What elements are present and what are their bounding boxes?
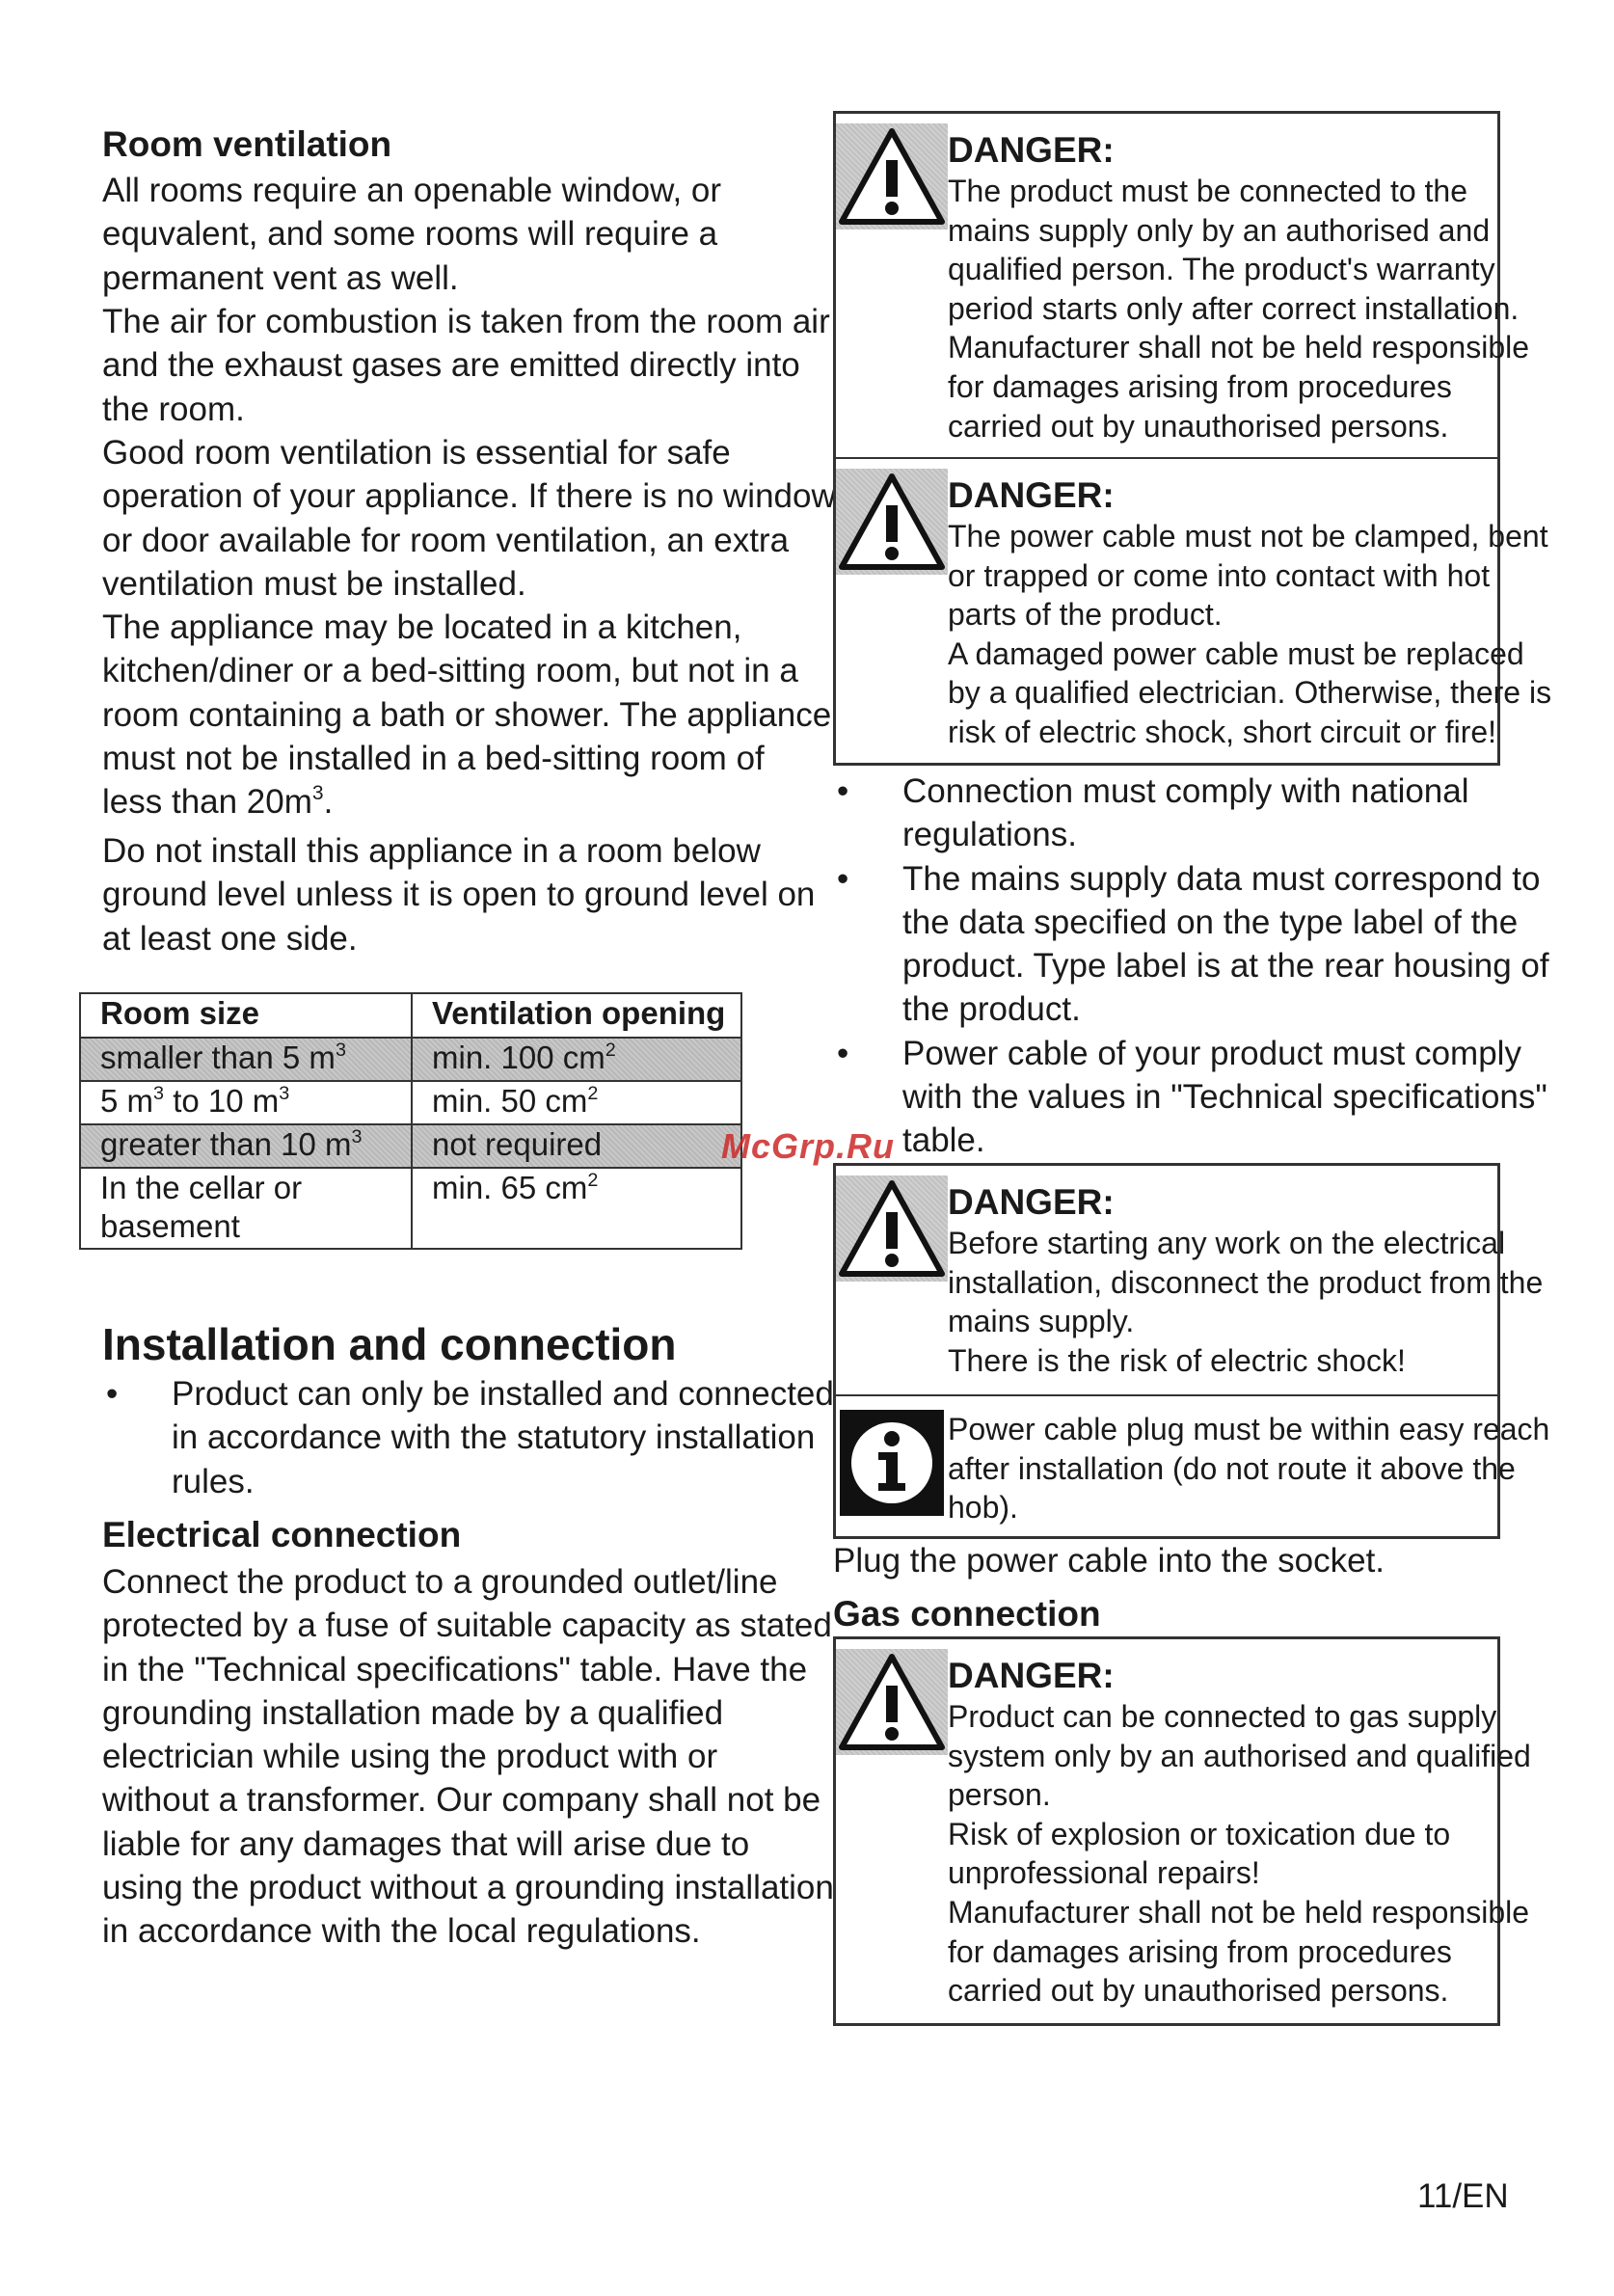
text-fragment: . [323,783,334,822]
text-line: rules. [172,1462,255,1500]
text-line: Power cable plug must be within easy reach [948,1412,1550,1446]
text-line: the data specified on the type label of the [902,903,1519,941]
danger-text [948,172,1530,446]
table-row [80,1124,741,1168]
text-line: kitchen/diner or a bed-sitting room, but not in a [102,652,798,690]
table-header-row [80,993,741,1038]
superscript: 2 [587,1170,599,1192]
text-line: Do not install this appliance in a room below [102,832,761,870]
danger-box-gas [833,1636,1531,2026]
text-line: electrician while using the product with or [102,1738,718,1776]
superscript: 3 [335,1040,346,1062]
text-line: Manufacturer shall not be held responsible [948,330,1530,365]
header-room-size: Room size [80,993,412,1038]
danger-title: DANGER: [948,1656,1115,1695]
text-line: or door available for room ventilation, an extra [102,521,790,559]
danger-text [948,1697,1531,2011]
cell-ventilation-opening [412,1168,741,1249]
superscript: 2 [605,1040,616,1062]
danger-text [948,1224,1544,1380]
watermark: McGrp.Ru [721,1126,896,1166]
danger-section-disconnect [836,1166,1544,1394]
text-line: liable for any damages that will arise due to [102,1824,750,1863]
superscript: 3 [153,1083,165,1105]
warning-triangle-icon [836,123,948,230]
header-ventilation-opening: Ventilation opening [412,993,741,1038]
installation-bullets [102,1372,834,1503]
warning-triangle-icon [836,469,948,575]
room-ventilation-paragraph-2 [102,300,830,431]
danger-title: DANGER: [948,130,1115,170]
cell-ventilation-opening [412,1081,741,1124]
text-line: at least one side. [102,919,358,958]
text-line: for damages arising from procedures [948,368,1452,404]
text-line: the product. [902,990,1081,1029]
text-line: carried out by unauthorised persons. [948,1973,1449,2009]
superscript: 3 [279,1083,290,1105]
text-line: using the product without a grounding installation [102,1869,834,1907]
table-row [80,1081,741,1124]
text-line: mains supply only by an authorised and [948,212,1491,248]
text-line: product. Type label is at the rear housing of [902,947,1549,986]
text-line: system only by an authorised and qualified [948,1738,1531,1773]
text-line: and the exhaust gases are emitted directly into [102,346,800,385]
danger-section-authorised [836,114,1530,457]
list-item [102,1372,834,1503]
info-icon [836,1410,948,1516]
room-ventilation-paragraph-1 [102,169,721,300]
text-fragment: greater than 10 m [100,1126,352,1162]
text-line: Risk of explosion or toxication due to [948,1816,1451,1851]
warning-triangle-icon [836,1175,948,1282]
room-ventilation-paragraph-3 [102,431,836,606]
text-line: installation, disconnect the product from the [948,1264,1544,1300]
danger-section-gas [836,1639,1531,2023]
text-line: grounding installation made by a qualified [102,1693,724,1732]
danger-title: DANGER: [948,1182,1115,1222]
plug-instruction: Plug the power cable into the socket. [833,1542,1385,1580]
text-line: unprofessional repairs! [948,1855,1260,1891]
text-line: operation of your appliance. If there is no window [102,477,836,516]
text-line: The appliance may be located in a kitchen, [102,608,742,646]
cell-ventilation-opening: not required [412,1124,741,1168]
text-line: in the "Technical specifications" table. Have the [102,1650,808,1688]
text-line: period starts only after correct installation. [948,290,1520,326]
text-line: • Power cable of your product must comply [902,1034,1521,1072]
cell-room-size [80,1168,412,1249]
danger-title: DANGER: [948,475,1115,515]
info-text [948,1410,1550,1527]
danger-box-power-supply [833,111,1552,766]
text-fragment: smaller than 5 m [100,1040,336,1075]
text-line: permanent vent as well. [102,258,459,297]
warning-triangle-icon [836,1649,948,1755]
text-line: There is the risk of electric shock! [948,1342,1406,1378]
text-line: In the cellar or [100,1170,303,1205]
text-line: in accordance with the statutory installation [172,1418,816,1457]
text-fragment: min. 65 cm [432,1170,588,1205]
text-line: The power cable must not be clamped, bent [948,519,1548,554]
text-line: qualified person. The product's warranty [948,252,1495,287]
text-line: for damages arising from procedures [948,1933,1452,1969]
text-line: table. [902,1121,985,1160]
text-fragment: min. 50 cm [432,1083,588,1119]
room-ventilation-paragraph-4 [102,606,831,824]
text-line: Before starting any work on the electrical [948,1226,1506,1260]
gas-connection-heading: Gas connection [833,1594,1101,1634]
danger-text [948,517,1552,752]
text-line: must not be installed in a bed-sitting room of [102,739,765,777]
room-ventilation-heading: Room ventilation [102,124,392,164]
text-line: The air for combustion is taken from the room air [102,303,830,340]
text-line: person. [948,1777,1051,1813]
text-line: ventilation must be installed. [102,564,526,603]
text-fragment: min. 100 cm [432,1040,605,1075]
text-fragment: 5 m [100,1083,154,1119]
list-item [833,770,1527,857]
text-line: hob). [948,1490,1018,1526]
text-line: regulations. [902,816,1077,854]
text-line: by a qualified electrician. Otherwise, there is [948,675,1552,711]
text-line: Product can be connected to gas supply [948,1699,1497,1734]
superscript: 3 [351,1126,363,1148]
page-number: 11/EN [1417,2177,1509,2215]
text-line: after installation (do not route it above the [948,1450,1516,1486]
text-line [102,780,831,824]
text-line: All rooms require an openable window, or [102,172,722,209]
connection-bullets [833,770,1549,1163]
text-line: The product must be connected to the [948,174,1467,208]
cell-room-size [80,1081,412,1124]
text-line: • Product can only be installed and connected [172,1375,834,1413]
text-line: in accordance with the local regulations. [102,1912,701,1951]
text-line: the room. [102,390,245,428]
electrical-connection-heading: Electrical connection [102,1515,462,1554]
table-row [80,1038,741,1081]
info-section-plug [836,1394,1550,1536]
text-line: Good room ventilation is essential for safe [102,434,731,472]
text-fragment: less than 20m [102,783,312,822]
list-item [833,857,1549,1032]
text-line: room containing a bath or shower. The appliance [102,695,832,734]
text-line: without a transformer. Our company shall not be [102,1781,821,1820]
cell-room-size [80,1038,412,1081]
text-line: carried out by unauthorised persons. [948,408,1449,444]
text-line: or trapped or come into contact with hot [948,557,1491,593]
ventilation-table [79,992,742,1250]
electrical-connection-paragraph [102,1560,834,1954]
text-line: mains supply. [948,1304,1135,1339]
text-line: basement [100,1208,240,1244]
installation-heading: Installation and connection [102,1319,677,1369]
cell-ventilation-opening [412,1038,741,1081]
danger-box-electrical [833,1163,1550,1539]
text-line: A damaged power cable must be replaced [948,635,1524,671]
room-ventilation-paragraph-5 [102,829,815,960]
text-line: equvalent, and some rooms will require a [102,215,718,254]
table-row [80,1168,741,1249]
text-line: risk of electric shock, short circuit or fire! [948,714,1497,749]
text-line: parts of the product. [948,597,1223,633]
text-line: ground level unless it is open to ground level on [102,876,816,914]
text-fragment: to 10 m [164,1083,280,1119]
text-line: with the values in "Technical specifications" [902,1078,1547,1117]
cell-room-size [80,1124,412,1168]
text-line: • The mains supply data must correspond to [902,859,1541,898]
text-line: Manufacturer shall not be held responsible [948,1894,1530,1930]
superscript: 3 [311,782,324,805]
list-item [833,1032,1547,1163]
superscript: 2 [587,1083,599,1105]
text-line: protected by a fuse of suitable capacity as stated [102,1607,832,1645]
text-line: • Connection must comply with national [902,772,1469,810]
danger-section-power-cable [836,457,1552,763]
text-line: Connect the product to a grounded outlet/line [102,1563,778,1601]
